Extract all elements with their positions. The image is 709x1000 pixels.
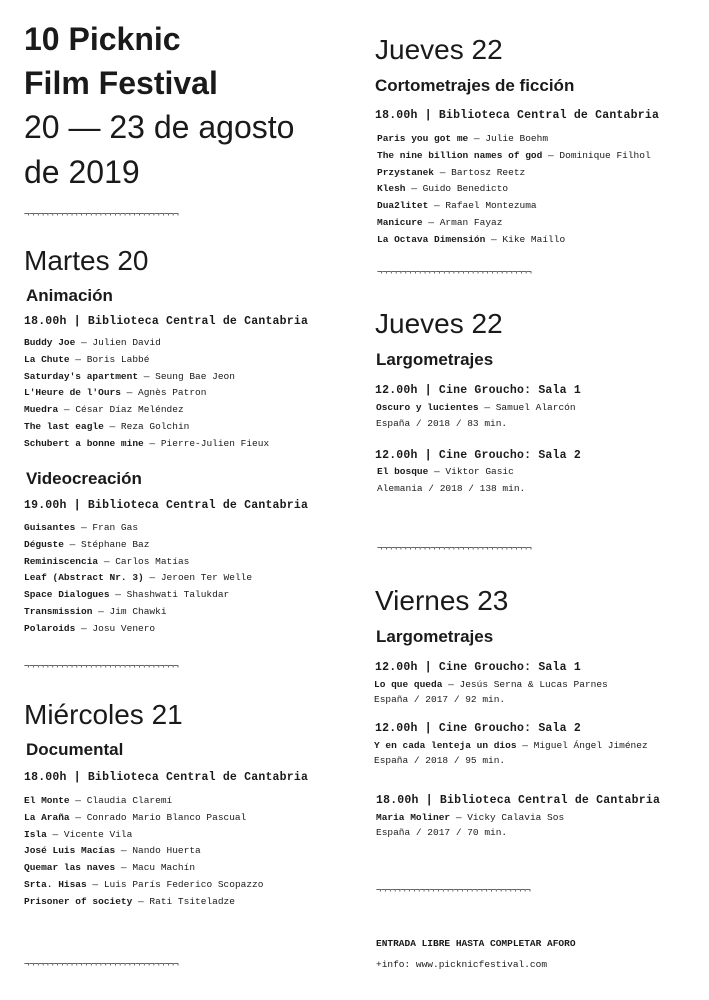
film-director: — Jeroen Ter Welle [143,572,253,584]
film-title: Transmission [24,605,93,617]
list-item [24,520,252,537]
separator: ¬¬¬¬¬¬¬¬¬¬¬¬¬¬¬¬¬¬¬¬¬¬¬¬¬¬¬¬¬¬¬¬ [24,960,179,970]
list-item [24,335,269,352]
list-item [377,232,651,249]
list-item [24,843,263,860]
film-title: Lo que queda [374,679,443,690]
screening-meta: Alemania / 2018 / 138 min. [377,483,526,494]
film-title: Quemar las naves [24,862,116,874]
film-director: — Agnès Patron [120,387,207,399]
festival-dates-line1: 20 — 23 de agosto [24,109,295,145]
category-documental: Documental [26,740,124,759]
film-title: Schubert a bonne mine [24,437,144,449]
list-item [24,537,252,554]
list-item [24,352,269,369]
screening-meta: España / 2017 / 92 min. [374,694,506,705]
entry-notice: ENTRADA LIBRE HASTA COMPLETAR AFORO [376,938,576,949]
film-title: La Chute [24,353,70,365]
film-director: — Jesús Serna & Lucas Parnes [442,679,608,690]
list-item [24,369,269,386]
category-cortometrajes: Cortometrajes de ficción [375,76,575,95]
film-director: — César Díaz Meléndez [58,404,184,416]
list-item [377,198,651,215]
screening-meta: España / 2017 / 70 min. [376,827,508,838]
list-item [24,419,269,436]
film-director: — Vicente Vila [46,828,133,840]
film-title: La Araña [24,811,70,823]
venue-line: 18.00h | Biblioteca Central de Cantabria [376,794,661,807]
list-item [24,894,263,911]
festival-dates-line2: de 2019 [24,154,140,190]
film-director: — Josu Venero [75,622,156,634]
venue-line: 12.00h | Cine Groucho: Sala 2 [375,449,581,462]
venue-line: 18.00h | Biblioteca Central de Cantabria [24,771,309,784]
venue-line: 18.00h | Biblioteca Central de Cantabria [24,315,309,328]
screening-film [374,740,648,751]
separator: ¬¬¬¬¬¬¬¬¬¬¬¬¬¬¬¬¬¬¬¬¬¬¬¬¬¬¬¬¬¬¬¬ [24,210,179,220]
film-title: La Octava Dimensión [377,233,486,245]
film-director: — Dominique Filhol [542,149,651,161]
film-title: Przystanek [377,166,435,178]
separator: ¬¬¬¬¬¬¬¬¬¬¬¬¬¬¬¬¬¬¬¬¬¬¬¬¬¬¬¬¬¬¬¬ [24,662,179,672]
screening-meta: España / 2018 / 95 min. [374,755,506,766]
separator: ¬¬¬¬¬¬¬¬¬¬¬¬¬¬¬¬¬¬¬¬¬¬¬¬¬¬¬¬¬¬¬¬ [377,268,532,278]
film-title: L'Heure de l'Ours [24,387,121,399]
film-title: Leaf (Abstract Nr. 3) [24,572,144,584]
list-item [24,810,263,827]
film-title: Klesh [377,183,406,195]
day-heading-jueves: Jueves 22 [375,34,503,65]
category-videocreacion: Videocreación [26,469,142,488]
list-item [24,793,263,810]
screening-film [374,679,608,690]
film-title: El bosque [377,466,429,477]
film-title: Muedra [24,404,59,416]
film-director: — Shashwati Talukdar [109,589,230,601]
venue-line: 12.00h | Cine Groucho: Sala 1 [375,384,581,397]
film-director: — Boris Labbé [69,353,150,365]
film-title: Polaroids [24,622,76,634]
day-heading-jueves-largo: Jueves 22 [375,308,503,339]
film-director: — Julie Boehm [468,133,549,144]
film-director: — Arman Fayaz [422,216,503,228]
film-title: The nine billion names of god [377,149,543,161]
list-item [24,554,252,571]
venue-line: 12.00h | Cine Groucho: Sala 1 [375,661,581,674]
list-item [377,181,651,198]
list-item [24,604,252,621]
film-title: Reminiscencia [24,555,99,567]
film-title: The last eagle [24,420,104,432]
film-director: — Vicky Calavia Sos [450,812,565,823]
film-title: El Monte [24,795,70,806]
film-director: — Julien David [75,337,161,348]
list-item [24,436,269,453]
film-list-documental [24,793,263,911]
list-item [24,570,252,587]
list-item [24,827,263,844]
film-title: Déguste [24,538,64,550]
film-title: Prisoner of society [24,895,133,907]
film-director: — Kike Maíllo [485,233,566,245]
list-item [24,587,252,604]
film-list-videocreacion [24,520,252,638]
category-largometrajes: Largometrajes [376,350,494,369]
film-director: — Macu Machín [115,862,196,874]
film-title: Buddy Joe [24,337,76,348]
day-heading-martes: Martes 20 [24,245,149,276]
film-list-cortometrajes [377,131,651,249]
list-item [377,215,651,232]
film-director: — Pierre-Julien Fieux [143,437,270,449]
list-item [377,148,651,165]
category-largometrajes: Largometrajes [376,627,494,646]
film-director: — Seung Bae Jeon [138,370,235,382]
film-title: Space Dialogues [24,589,110,601]
film-director: — Carlos Matías [98,555,190,567]
film-director: — Conrado Mario Blanco Pascual [69,811,247,823]
list-item [24,402,269,419]
list-item [24,621,252,638]
screening-film [377,466,514,477]
film-title: Y en cada lenteja un dios [374,740,517,751]
day-heading-viernes: Viernes 23 [375,585,509,616]
film-title: Paris you got me [377,133,469,144]
separator: ¬¬¬¬¬¬¬¬¬¬¬¬¬¬¬¬¬¬¬¬¬¬¬¬¬¬¬¬¬¬¬¬ [376,886,531,896]
film-director: — Samuel Alarcón [478,402,576,413]
film-director: — Rati Tsiteladze [132,895,235,907]
venue-line: 19.00h | Biblioteca Central de Cantabria [24,499,309,512]
list-item [24,385,269,402]
film-director: — Bartosz Reetz [434,166,526,178]
day-heading-miercoles: Miércoles 21 [24,699,183,730]
screening-film [376,402,576,413]
film-title: Maria Moliner [376,812,451,823]
film-director: — Jim Chawki [92,605,167,617]
film-director: — Fran Gas [75,522,139,533]
festival-title-line1: 10 Picknic [24,21,181,57]
film-director: — Stéphane Baz [63,538,150,550]
film-title: Srta. Hisas [24,878,87,890]
film-list-animacion [24,335,269,453]
venue-line: 12.00h | Cine Groucho: Sala 2 [375,722,581,735]
festival-title-line2: Film Festival [24,65,218,101]
list-item [24,877,263,894]
film-director: — Nando Huerta [115,845,201,857]
separator: ¬¬¬¬¬¬¬¬¬¬¬¬¬¬¬¬¬¬¬¬¬¬¬¬¬¬¬¬¬¬¬¬ [377,544,532,554]
film-title: Oscuro y lucientes [376,402,479,413]
film-title: Manicure [377,216,423,228]
screening-film [376,812,564,823]
film-director: — Guido Benedicto [405,183,509,195]
film-title: Saturday's apartment [24,370,139,382]
list-item [24,860,263,877]
info-link[interactable]: +info: www.picknicfestival.com [376,959,548,970]
film-director: — Reza Golchin [103,420,190,432]
film-director: — Claudia Claremí [69,795,173,806]
film-title: Guisantes [24,522,76,533]
film-title: Isla [24,828,47,840]
venue-line: 18.00h | Biblioteca Central de Cantabria [375,109,660,122]
screening-meta: España / 2018 / 83 min. [376,418,508,429]
film-director: — Luis París Federico Scopazzo [86,878,264,890]
film-director: — Rafael Montezuma [428,200,537,212]
film-title: José Luis Macías [24,845,116,857]
category-animacion: Animación [26,286,113,305]
film-director: — Miguel Ángel Jiménez [516,740,648,751]
list-item [377,131,651,148]
film-director: — Viktor Gasic [428,466,514,477]
film-title: Dua2litet [377,200,429,212]
list-item [377,165,651,182]
